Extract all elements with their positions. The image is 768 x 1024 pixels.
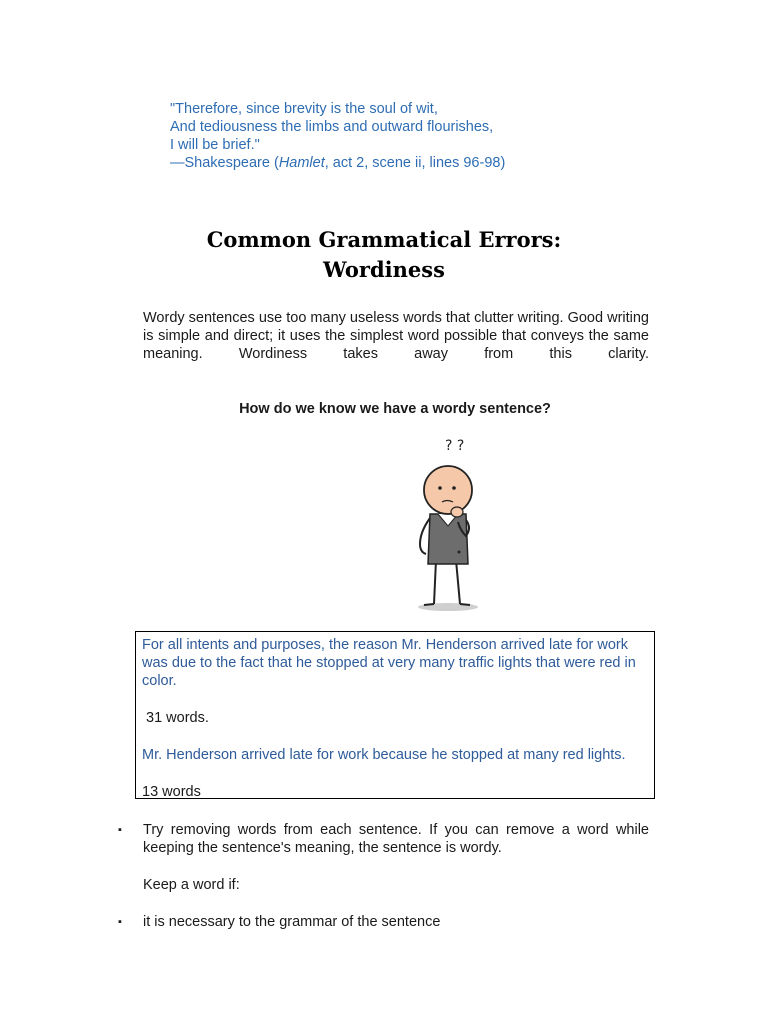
tip-text: Try removing words from each sentence. If you can remove a word while keeping the sentence's meaning, the sentence is wordy. xyxy=(143,822,649,856)
attribution-work: Hamlet xyxy=(278,155,325,171)
quote-line-3: I will be brief." xyxy=(170,137,260,153)
tips-list xyxy=(118,821,649,931)
page-title xyxy=(0,225,768,285)
bullet-icon: ▪ xyxy=(118,824,122,836)
list-item xyxy=(118,913,649,931)
concise-word-count: 13 words xyxy=(142,784,201,800)
wordy-example: For all intents and purposes, the reason Mr. Henderson arrived late for work was due to the fact that he stopped at very many traffic lights that were red in color. xyxy=(142,637,636,689)
attribution-prefix: —Shakespeare ( xyxy=(170,155,279,171)
quote-line-2: And tediousness the limbs and outward flourishes, xyxy=(170,119,494,135)
title-line-2: Wordiness xyxy=(323,257,445,282)
title-line-1: Common Grammatical Errors: xyxy=(206,227,562,252)
attribution-suffix: , act 2, scene ii, lines 96-98) xyxy=(324,155,506,171)
thinking-person-illustration xyxy=(400,432,500,614)
bullet-icon: ▪ xyxy=(118,916,122,928)
concise-example: Mr. Henderson arrived late for work because he stopped at many red lights. xyxy=(142,747,626,763)
keep-word-label: Keep a word if: xyxy=(143,877,240,893)
epigraph-quote xyxy=(170,100,505,172)
intro-paragraph: Wordy sentences use too many useless words that clutter writing. Good writing is simple and direct; it uses the simplest word possible that conveys the same meaning. Wordiness takes away from this clarity. xyxy=(143,310,649,362)
tip-text: it is necessary to the grammar of the sentence xyxy=(143,914,441,930)
question-marks: ? ? xyxy=(445,438,465,454)
thinking-person-icon xyxy=(400,432,500,614)
quote-line-1: "Therefore, since brevity is the soul of wit, xyxy=(170,101,438,117)
list-item xyxy=(118,821,649,857)
quote-attribution xyxy=(170,154,505,172)
section-question: How do we know we have a wordy sentence? xyxy=(239,401,551,417)
wordy-word-count: 31 words. xyxy=(146,710,209,726)
example-box xyxy=(135,631,655,799)
